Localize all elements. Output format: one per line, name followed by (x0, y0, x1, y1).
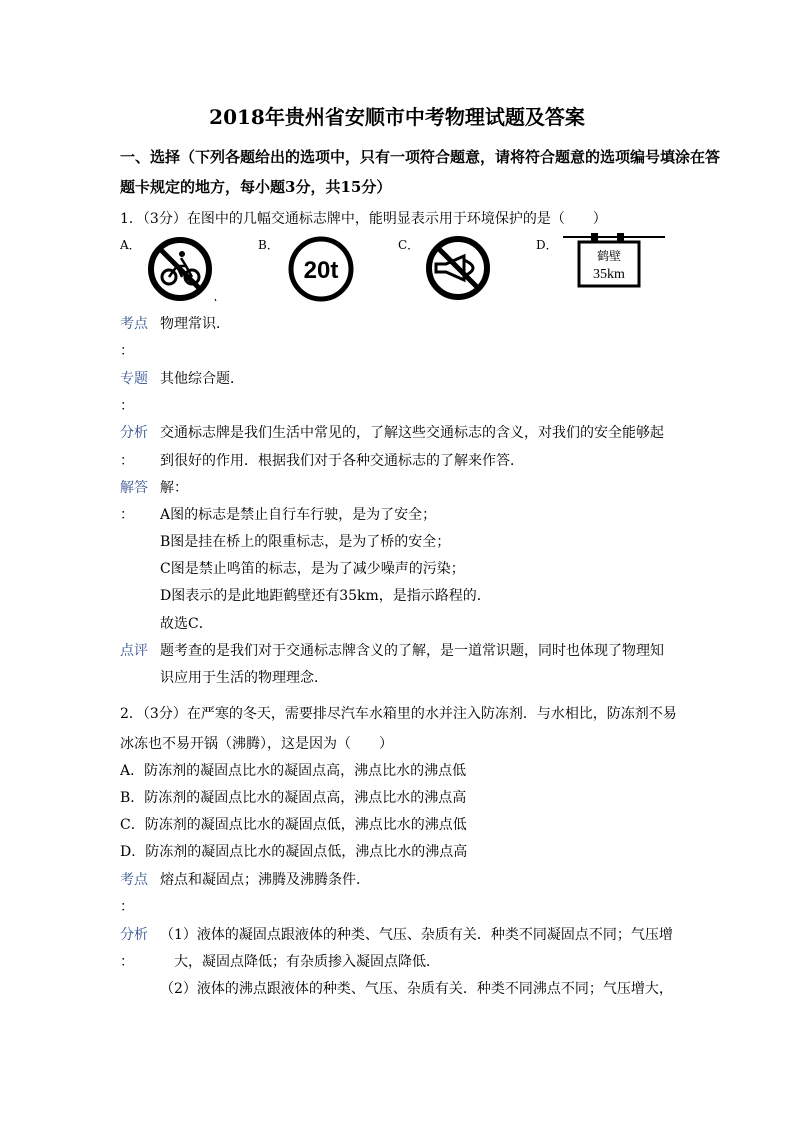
page-title: 2018年贵州省安顺市中考物理试题及答案 (209, 105, 585, 129)
q1-fenxi-line2: 到很好的作用．根据我们对于各种交通标志的了解来作答． (160, 453, 524, 469)
q1-kaodian-colon: ： (120, 343, 134, 359)
q2-option-d: D．防冻剂的凝固点比水的凝固点低，沸点比水的沸点高 (120, 844, 468, 860)
q1-option-d-label: D． (536, 238, 558, 252)
distance-sign-icon (563, 232, 665, 292)
weight-limit-sign-icon (287, 235, 355, 303)
q1-kaodian-label: 考点 (120, 316, 148, 332)
q2-fenxi-line2: 大，凝固点降低；有杂质掺入凝固点降低． (174, 954, 440, 970)
q2-option-a: A．防冻剂的凝固点比水的凝固点高，沸点比水的沸点低 (120, 763, 467, 779)
q1-dianping-line2: 识应用于生活的物理理念． (160, 670, 328, 686)
q2-stem-line1: 2．（3分）在严寒的冬天，需要排尽汽车水箱里的水并注入防冻剂．与水相比，防冻剂不易 (120, 706, 677, 722)
q2-kaodian-text: 熔点和凝固点；沸腾及沸腾条件． (160, 872, 370, 888)
q1-option-c-label: C． (398, 238, 420, 252)
q1-jieda-line5: 故选C． (160, 616, 213, 632)
no-horn-sign-icon (424, 234, 492, 302)
q2-fenxi-label: 分析 (120, 927, 148, 943)
q2-stem-line2: 冰冻也不易开锅（沸腾），这是因为（ ） (120, 736, 393, 752)
q1-jieda-line3: C图是禁止鸣笛的标志，是为了减少噪声的污染； (160, 561, 465, 577)
q1-kaodian-text: 物理常识． (160, 316, 230, 332)
q1-stem: 1．（3分）在图中的几幅交通标志牌中，能明显表示用于环境保护的是（ ） (120, 211, 607, 227)
weight-limit-text: 20t (303, 257, 339, 284)
section-heading-line2: 题卡规定的地方，每小题3分，共15分） (120, 178, 392, 196)
distance-sign-place-text: 鹤壁 (596, 249, 622, 263)
distance-sign-km-text: 35km (593, 267, 625, 282)
no-bicycle-sign-icon (146, 236, 218, 302)
section-heading-line1: 一、选择（下列各题给出的选项中，只有一项符合题意，请将符合题意的选项编号填涂在答 (120, 148, 721, 166)
q2-fenxi-line3: （2）液体的沸点跟液体的种类、气压、杂质有关．种类不同沸点不同；气压增大， (160, 981, 673, 997)
q1-jieda-line4: D图表示的是此地距鹤壁还有35km，是指示路程的． (160, 588, 491, 604)
q1-fenxi-label: 分析 (120, 425, 148, 441)
q1-fenxi-colon: ： (120, 453, 134, 469)
q1-option-b-label: B． (258, 238, 279, 252)
q1-fenxi-line1: 交通标志牌是我们生活中常见的，了解这些交通标志的含义，对我们的安全能够起 (160, 425, 664, 441)
q1-jieda-line1: A图的标志是禁止自行车行驶，是为了安全； (160, 507, 437, 523)
q2-fenxi-line1: （1）液体的凝固点跟液体的种类、气压、杂质有关．种类不同凝固点不同；气压增 (160, 927, 673, 943)
q1-jieda-label: 解答 (120, 480, 148, 496)
q2-kaodian-label: 考点 (120, 872, 148, 888)
q2-option-c: C．防冻剂的凝固点比水的凝固点低，沸点比水的沸点低 (120, 817, 467, 833)
q1-zhuanti-colon: ： (120, 398, 134, 414)
q1-jieda-line0: 解： (160, 480, 188, 496)
q1-jieda-line2: B图是挂在桥上的限重标志，是为了桥的安全； (160, 534, 451, 550)
q1-dianping-line1: 题考查的是我们对于交通标志牌含义的了解，是一道常识题，同时也体现了物理知 (160, 643, 664, 659)
q1-zhuanti-label: 专题 (120, 371, 148, 387)
q2-option-b: B．防冻剂的凝固点比水的凝固点高，沸点比水的沸点高 (120, 790, 467, 806)
q1-dianping-label: 点评 (120, 643, 148, 659)
q1-option-a-label: A． (120, 238, 141, 252)
q2-fenxi-colon: ： (120, 954, 134, 970)
q2-kaodian-colon: ： (120, 899, 134, 915)
q1-jieda-colon: ： (120, 507, 134, 523)
q1-zhuanti-text: 其他综合题． (160, 371, 244, 387)
